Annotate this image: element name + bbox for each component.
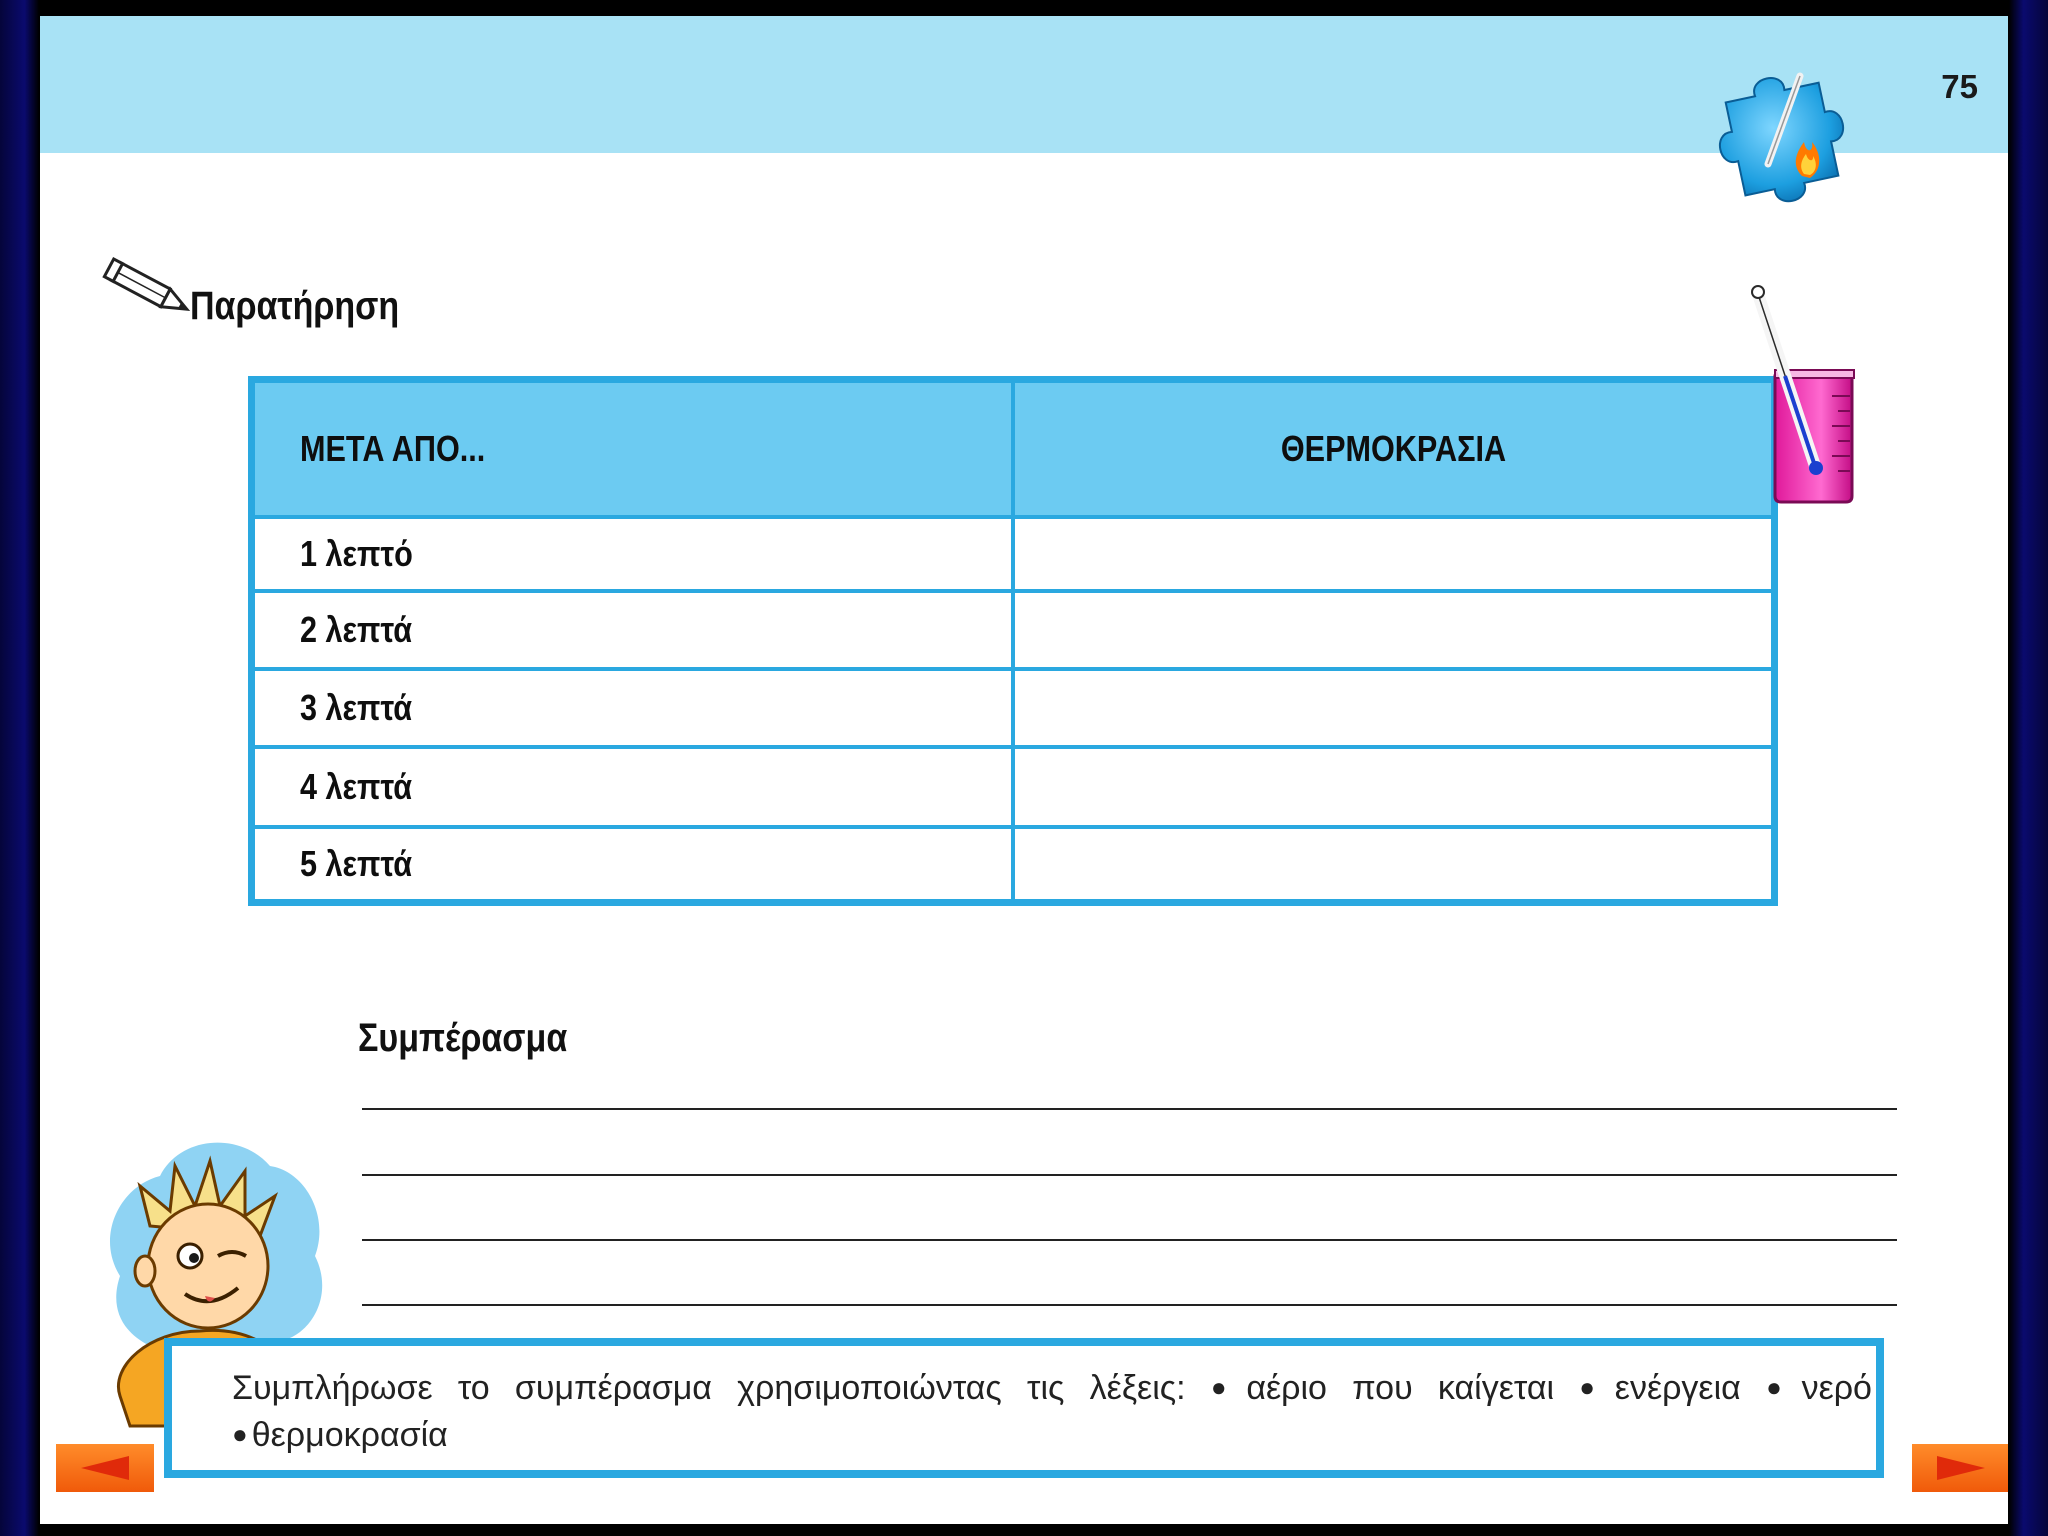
- hint-word: θερμοκρασία: [251, 1416, 448, 1454]
- time-cell: 5 λεπτά: [252, 827, 1014, 903]
- next-page-button[interactable]: [1912, 1444, 2008, 1492]
- conclusion-title: Συμπέρασμα: [358, 1016, 568, 1060]
- table-header-row: [252, 380, 1775, 518]
- temperature-cell[interactable]: [1013, 747, 1775, 827]
- bullet-icon: ●: [232, 1419, 248, 1449]
- answer-line[interactable]: [362, 1174, 1897, 1176]
- bullet-icon: ●: [1579, 1372, 1611, 1402]
- arrow-right-icon: [1931, 1453, 1991, 1483]
- observation-title: Παρατήρηση: [190, 284, 400, 328]
- answer-line[interactable]: [362, 1239, 1897, 1241]
- hint-text: [232, 1366, 1872, 1460]
- time-cell: 4 λεπτά: [252, 747, 1014, 827]
- hint-box: [164, 1338, 1884, 1478]
- answer-line[interactable]: [362, 1108, 1897, 1110]
- hint-word: ενέργεια: [1614, 1369, 1741, 1407]
- table-row: [252, 747, 1775, 827]
- page-number: 75: [1941, 68, 1978, 105]
- temperature-cell[interactable]: [1013, 517, 1775, 591]
- hint-word: νερό: [1801, 1369, 1872, 1407]
- puzzle-piece-icon: [1690, 46, 1880, 236]
- time-cell: 1 λεπτό: [252, 517, 1014, 591]
- table-row: [252, 669, 1775, 747]
- answer-line[interactable]: [362, 1304, 1897, 1306]
- observation-table: [248, 376, 1778, 906]
- table-row: [252, 827, 1775, 903]
- table-row: [252, 517, 1775, 591]
- workbook-page: [40, 16, 2008, 1524]
- thermometer-beaker-icon: [1700, 266, 1870, 516]
- time-cell: 2 λεπτά: [252, 591, 1014, 669]
- bullet-icon: ●: [1210, 1372, 1243, 1402]
- hint-word: αέριο που καίγεται: [1246, 1369, 1555, 1407]
- previous-page-button[interactable]: [56, 1444, 154, 1492]
- arrow-left-icon: [75, 1453, 135, 1483]
- temperature-cell[interactable]: [1013, 669, 1775, 747]
- header-temperature: ΘΕΡΜΟΚΡΑΣΙΑ: [1013, 380, 1775, 518]
- time-cell: 3 λεπτά: [252, 669, 1014, 747]
- temperature-cell[interactable]: [1013, 827, 1775, 903]
- bullet-icon: ●: [1766, 1372, 1798, 1402]
- header-after: ΜΕΤΑ ΑΠΟ...: [252, 380, 1014, 518]
- pencil-icon: [96, 252, 196, 332]
- temperature-cell[interactable]: [1013, 591, 1775, 669]
- hint-prefix: Συμπλήρωσε το συμπέρασμα χρησιμοποιώντας τις λέξεις:: [232, 1369, 1186, 1407]
- table-row: [252, 591, 1775, 669]
